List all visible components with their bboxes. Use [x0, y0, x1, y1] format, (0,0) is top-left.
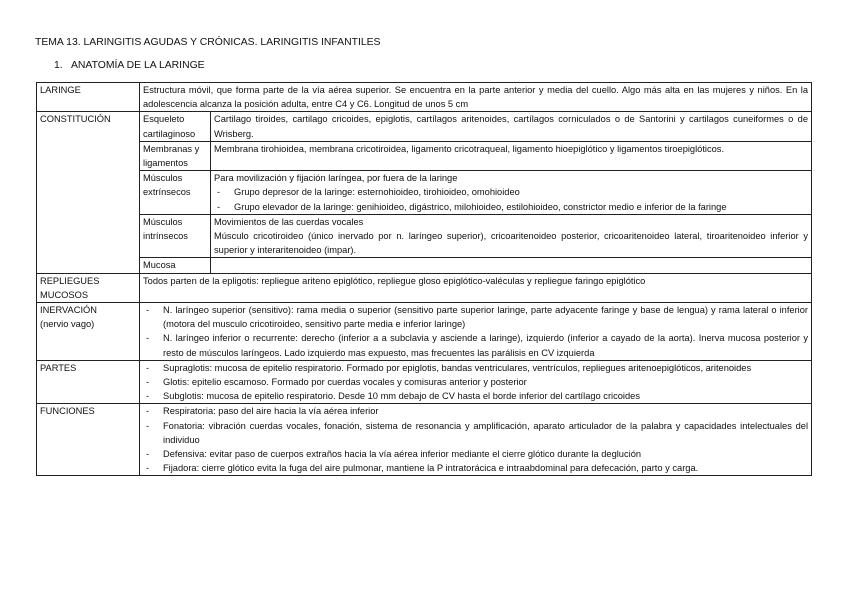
section-label: ANATOMÍA DE LA LARINGE: [71, 60, 205, 71]
laringe-text: Estructura móvil, que forma parte de la vía aérea superior. Se encuentra en la parte anterior y media del cuello. Algo más alta en las mujeres y niños. En la adolescencia alcanza la posición adulta, entre C4 y C6. Longitud de unos 5 cm: [140, 83, 812, 112]
esqueleto-label: Esqueleto cartilaginoso: [140, 112, 211, 141]
list-item: - N. laríngeo superior (sensitivo): rama media o superior (sensitivo parte superior laringe, parte adyacente faringe y base de lengua) y rama lateral o inferior (motora del musculo cricotiroideo, sensitivo parte media e inferior laringe): [143, 303, 808, 331]
list-item: - Fonatoria: vibración cuerdas vocales, fonación, sistema de resonancia y amplificación, aparato articulador de la palabra y capacidades intelectuales del individuo: [143, 419, 808, 447]
page-title: TEMA 13. LARINGITIS AGUDAS Y CRÓNICAS. LARINGITIS INFANTILES: [35, 37, 381, 48]
extrinsecos-label: Músculos extrínsecos: [140, 171, 211, 215]
partes-cell: [140, 360, 812, 404]
row-laringe: [37, 83, 812, 112]
constitucion-label: CONSTITUCIÓN: [37, 112, 140, 273]
row-funciones: [37, 404, 812, 476]
esqueleto-text: Cartilago tiroides, cartilago cricoides, epiglotis, cartílagos aritenoides, cartílagos corniculados o de Santorini y cartilagos cuneiformes o de Wrisberg.: [211, 112, 812, 141]
list-item: - Defensiva: evitar paso de cuerpos extraños hacia la vía aérea inferior mediante el cierre glótico durante la deglución: [143, 447, 808, 461]
row-extrinsecos: [37, 171, 812, 215]
row-intrinsecos: [37, 214, 812, 258]
list-item: - Supraglotis: mucosa de epitelio respiratorio. Formado por epiglotis, bandas ventriculares, ventrículos, repliegues aritenoepiglóticos, aritenoides: [143, 361, 808, 375]
row-inervacion: [37, 303, 812, 361]
list-item: - Subglotis: mucosa de epitelio respiratorio. Desde 10 mm debajo de CV hasta el borde inferior del cartílago cricoides: [143, 389, 808, 403]
extrinsecos-cell: [211, 171, 812, 215]
inervacion-sublabel: (nervio vago): [40, 319, 95, 330]
funciones-list: [143, 404, 808, 475]
inervacion-list: [143, 303, 808, 360]
row-membranas: [37, 141, 812, 170]
section-heading: [54, 60, 205, 71]
funciones-label: FUNCIONES: [37, 404, 140, 476]
list-item: - Respiratoria: paso del aire hacia la vía aérea inferior: [143, 404, 808, 418]
row-mucosa: [37, 258, 812, 273]
repliegues-text: Todos parten de la epligotis: repliegue ariteno epiglótico, repliegue gloso epiglótico-valéculas y repliegue faringo epiglótico: [140, 273, 812, 302]
inervacion-label: INERVACIÓN: [40, 305, 97, 316]
inervacion-label-cell: [37, 303, 140, 361]
extrinsecos-list: [214, 185, 808, 213]
membranas-text: Membrana tirohioidea, membrana cricotiroidea, ligamento cricotraqueal, ligamento hioepiglótico y ligamentos tiroepiglóticos.: [211, 141, 812, 170]
extrinsecos-intro: Para movilización y fijación laríngea, por fuera de la laringe: [214, 173, 458, 184]
row-partes: [37, 360, 812, 404]
list-item: - Grupo depresor de la laringe: esternohioideo, tirohioideo, omohioideo: [214, 185, 808, 199]
mucosa-text: [211, 258, 812, 273]
section-number: 1.: [54, 60, 63, 71]
list-item: - Grupo elevador de la laringe: genihioideo, digástrico, milohioideo, estilohioideo, constrictor medio e inferior de la faringe: [214, 200, 808, 214]
list-item: - Glotis: epitelio escamoso. Formado por cuerdas vocales y comisuras anterior y posterior: [143, 375, 808, 389]
row-esqueleto: [37, 112, 812, 141]
intrinsecos-line2: Músculo cricotiroideo (único inervado por n. laríngeo superior), cricoaritenoideo posterior, cricoaritenoideo lateral, tiroaritenoideo inferior y superior y interaritenoideo (impar).: [214, 231, 809, 256]
list-item: - Fijadora: cierre glótico evita la fuga del aire pulmonar, mantiene la P intratorácica e intraabdominal para defecación, parto y carga.: [143, 461, 808, 475]
intrinsecos-cell: [211, 214, 812, 258]
partes-list: [143, 361, 808, 404]
anatomy-table: [36, 82, 812, 476]
row-repliegues: [37, 273, 812, 302]
mucosa-label: Mucosa: [140, 258, 211, 273]
intrinsecos-label: Músculos intrínsecos: [140, 214, 211, 258]
list-item: - N. laríngeo inferior o recurrente: derecho (inferior a a subclavia y asciende a laringe), izquierdo (inferior a cayado de la aorta). Inerva mucosa posterior y resto de músculos laríngeos. Lado izquierdo mas expuesto, mas frecuentes las parálisis en CV izquierda: [143, 331, 808, 359]
repliegues-label: REPLIEGUES MUCOSOS: [37, 273, 140, 302]
membranas-label: Membranas y ligamentos: [140, 141, 211, 170]
laringe-label: LARINGE: [37, 83, 140, 112]
partes-label: PARTES: [37, 360, 140, 404]
inervacion-cell: [140, 303, 812, 361]
funciones-cell: [140, 404, 812, 476]
intrinsecos-line1: Movimientos de las cuerdas vocales: [214, 216, 364, 227]
